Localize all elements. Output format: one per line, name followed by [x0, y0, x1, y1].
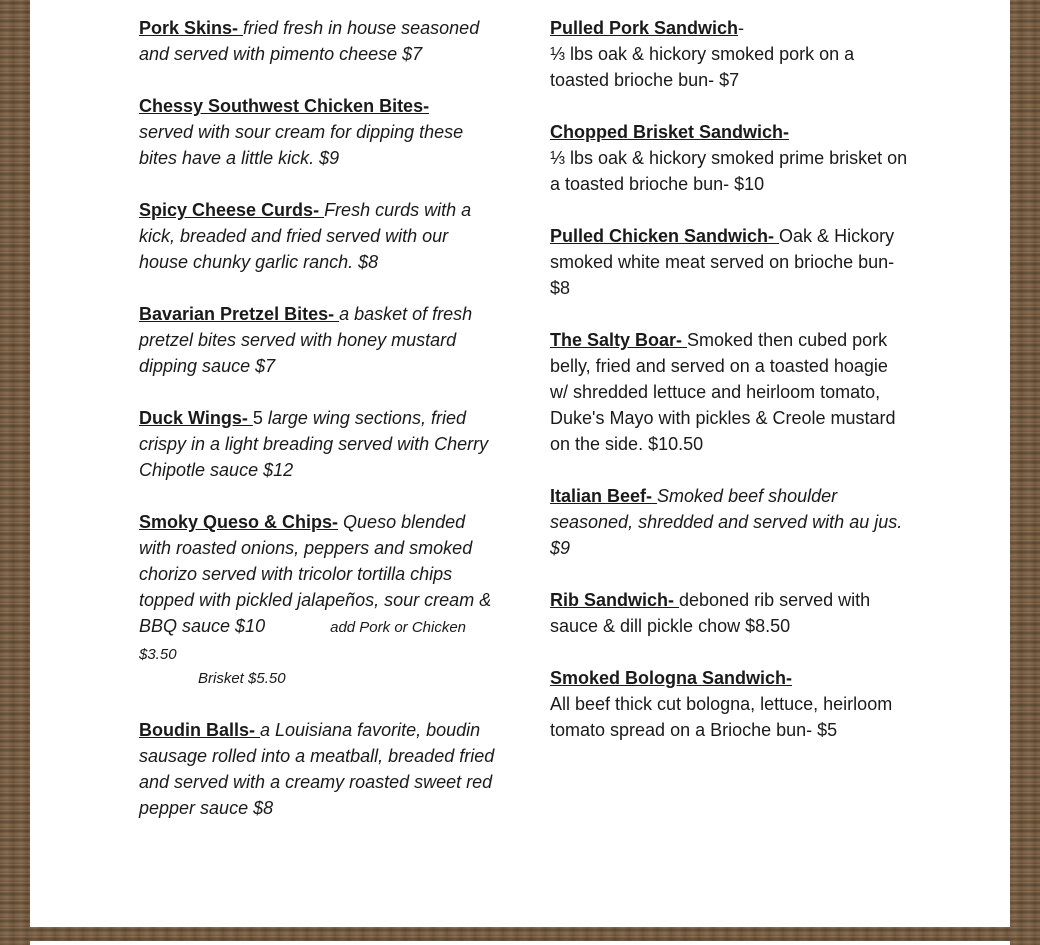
item-name-suffix: -	[738, 18, 745, 38]
item-description: deboned rib served with sauce & dill pickle chow $8.50	[550, 590, 871, 636]
item-description: fried fresh in house seasoned and served with pimento cheese $7	[139, 18, 480, 64]
menu-item	[550, 665, 910, 743]
menu-item	[550, 587, 910, 639]
menu-item	[550, 15, 910, 93]
item-name: The Salty Boar-	[550, 330, 688, 350]
item-name: Rib Sandwich-	[550, 590, 680, 610]
menu-item	[139, 405, 499, 483]
menu-item	[550, 223, 910, 301]
menu-item	[139, 93, 499, 171]
item-name: Italian Beef-	[550, 486, 658, 506]
item-name: Chessy Southwest Chicken Bites-	[139, 96, 430, 116]
item-name: Pulled Chicken Sandwich-	[550, 226, 780, 246]
item-description: Fresh curds with a kick, breaded and fried served with our house chunky garlic ranch. $8	[139, 200, 472, 272]
item-name: Chopped Brisket Sandwich-	[550, 122, 790, 142]
item-name: Smoked Bologna Sandwich-	[550, 668, 793, 688]
right-column	[550, 15, 910, 769]
addon-line-1: add Pork or Chicken $3.50	[139, 619, 467, 663]
addon-line-2: Brisket $5.50	[198, 670, 286, 687]
menu-item	[550, 119, 910, 197]
item-description: Queso blended with roasted onions, peppers and smoked chorizo served with tricolor tortilla chips topped with pickled jalapeños, sour cream & BBQ sauce $10	[139, 512, 492, 636]
item-name: Boudin Balls-	[139, 720, 260, 740]
item-name: Smoky Queso & Chips-	[139, 512, 339, 532]
item-description: Smoked then cubed pork belly, fried and served on a toasted hoagie w/ shredded lettuce and heirloom tomato, Duke's Mayo with pickles & Creole mustard on the side. $10.50	[550, 330, 896, 454]
item-description: a basket of fresh pretzel bites served with honey mustard dipping sauce $7	[139, 304, 473, 376]
item-description: Oak & Hickory smoked white meat served on brioche bun- $8	[550, 226, 895, 298]
item-name: Bavarian Pretzel Bites-	[139, 304, 340, 324]
item-description: large wing sections, fried crispy in a light breading served with Cherry Chipotle sauce $12	[139, 408, 489, 480]
item-description: ⅓ lbs oak & hickory smoked pork on a toasted brioche bun- $7	[550, 44, 855, 90]
item-description: ⅓ lbs oak & hickory smoked prime brisket on a toasted brioche bun- $10	[550, 148, 908, 194]
item-description-plain: 5	[252, 408, 268, 428]
item-name: Pulled Pork Sandwich	[550, 18, 739, 38]
menu-item	[139, 15, 499, 67]
menu-page	[30, 0, 1010, 927]
menu-item	[139, 509, 499, 691]
item-name: Duck Wings-	[139, 408, 253, 428]
item-description: a Louisiana favorite, boudin sausage rolled into a meatball, breaded fried and served with a creamy roasted sweet red pepper sauce $8	[139, 720, 495, 818]
item-description: Smoked beef shoulder seasoned, shredded and served with au jus. $9	[550, 486, 903, 558]
item-description: All beef thick cut bologna, lettuce, heirloom tomato spread on a Brioche bun- $5	[550, 694, 893, 740]
item-name: Spicy Cheese Curds-	[139, 200, 325, 220]
menu-item	[550, 483, 910, 561]
next-page-edge	[30, 941, 1010, 945]
menu-item	[550, 327, 910, 457]
left-column	[139, 15, 499, 847]
item-description: served with sour cream for dipping these bites have a little kick. $9	[139, 122, 464, 168]
menu-item	[139, 717, 499, 821]
menu-item	[139, 197, 499, 275]
menu-item	[139, 301, 499, 379]
item-name: Pork Skins-	[139, 18, 244, 38]
